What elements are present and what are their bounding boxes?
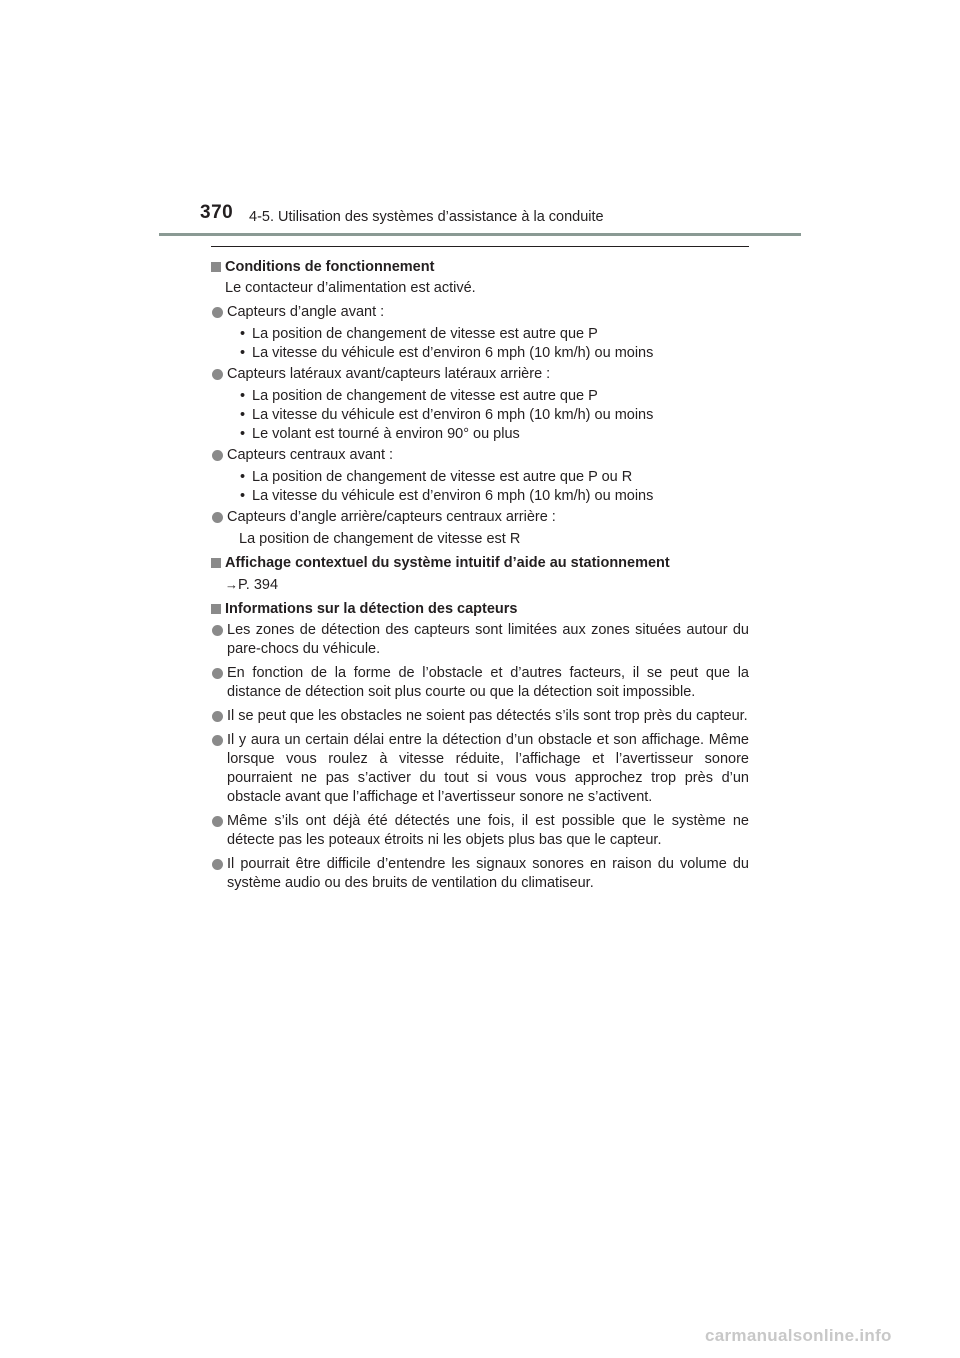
page-content <box>211 255 749 893</box>
list-item: Il pourrait être difficile d’entendre les signaux sonores en raison du volume du système audio ou des bruits de ventilation du climatiseur. <box>211 855 749 893</box>
dot-bullet-icon: • <box>240 345 246 361</box>
dot-bullet-icon: • <box>240 426 246 442</box>
list-item: Il se peut que les obstacles ne soient pas détectés s’ils sont trop près du capteur. <box>211 707 749 726</box>
header-rule <box>159 233 801 236</box>
dot-bullet-icon: • <box>240 388 246 404</box>
section-rule <box>211 246 749 247</box>
dot-bullet-icon: • <box>240 326 246 342</box>
list-item: Les zones de détection des capteurs sont limitées aux zones situées autour du pare-chocs du véhicule. <box>211 621 749 659</box>
conditions-intro: Le contacteur d’alimentation est activé. <box>225 280 476 296</box>
square-bullet-icon <box>211 558 221 568</box>
sub-list-item: • La position de changement de vitesse est autre que P <box>240 388 598 404</box>
list-item: Même s’ils ont déjà été détectés une fois, il est possible que le système ne détecte pas les poteaux étroits ni les objets plus bas que le capteur. <box>211 812 749 850</box>
dot-bullet-icon: • <box>240 407 246 423</box>
section-conditions-title: Conditions de fonctionnement <box>211 258 749 277</box>
circle-bullet-icon <box>212 711 223 722</box>
list-item: Capteurs centraux avant : <box>211 446 749 465</box>
circle-bullet-icon <box>212 512 223 523</box>
watermark: carmanualsonline.info <box>705 1326 892 1345</box>
square-bullet-icon <box>211 604 221 614</box>
circle-bullet-icon <box>212 369 223 380</box>
page-reference: →P. 394 <box>225 577 279 593</box>
sub-list-item: • La position de changement de vitesse est autre que P ou R <box>240 469 633 485</box>
circle-bullet-icon <box>212 735 223 746</box>
list-item: En fonction de la forme de l’obstacle et d’autres facteurs, il se peut que la distance de détection soit plus courte ou que la détection soit impossible. <box>211 664 749 702</box>
circle-bullet-icon <box>212 816 223 827</box>
list-item: Capteurs d’angle arrière/capteurs centraux arrière : <box>211 508 749 527</box>
list-item-detail: La position de changement de vitesse est R <box>239 531 521 547</box>
sub-list-item: • La position de changement de vitesse est autre que P <box>240 326 598 342</box>
list-item: Capteurs d’angle avant : <box>211 303 749 322</box>
square-bullet-icon <box>211 262 221 272</box>
sub-list-item: • La vitesse du véhicule est d’environ 6 mph (10 km/h) ou moins <box>240 407 654 423</box>
dot-bullet-icon: • <box>240 469 246 485</box>
page-number: 370 <box>200 202 234 223</box>
circle-bullet-icon <box>212 450 223 461</box>
arrow-right-icon: → <box>225 577 238 592</box>
sub-list-item: • Le volant est tourné à environ 90° ou plus <box>240 426 520 442</box>
circle-bullet-icon <box>212 625 223 636</box>
dot-bullet-icon: • <box>240 488 246 504</box>
circle-bullet-icon <box>212 668 223 679</box>
header-title: 4-5. Utilisation des systèmes d’assistance à la conduite <box>249 209 604 225</box>
section-informations-title: Informations sur la détection des capteurs <box>211 600 749 619</box>
sub-list-item: • La vitesse du véhicule est d’environ 6 mph (10 km/h) ou moins <box>240 488 654 504</box>
sub-list-item: • La vitesse du véhicule est d’environ 6 mph (10 km/h) ou moins <box>240 345 654 361</box>
list-item: Capteurs latéraux avant/capteurs latéraux arrière : <box>211 365 749 384</box>
list-item: Il y aura un certain délai entre la détection d’un obstacle et son affichage. Même lorsque vous roulez à vitesse réduite, l’affichage et l’avertisseur sonore pourraient ne pas s’activer du tout si vous vous approchez trop près d’un obstacle avant que l’affichage et l’avertisseur sonore ne s’activent. <box>211 731 749 807</box>
circle-bullet-icon <box>212 307 223 318</box>
section-affichage-title: Affichage contextuel du système intuitif d’aide au stationnement <box>211 554 749 573</box>
circle-bullet-icon <box>212 859 223 870</box>
